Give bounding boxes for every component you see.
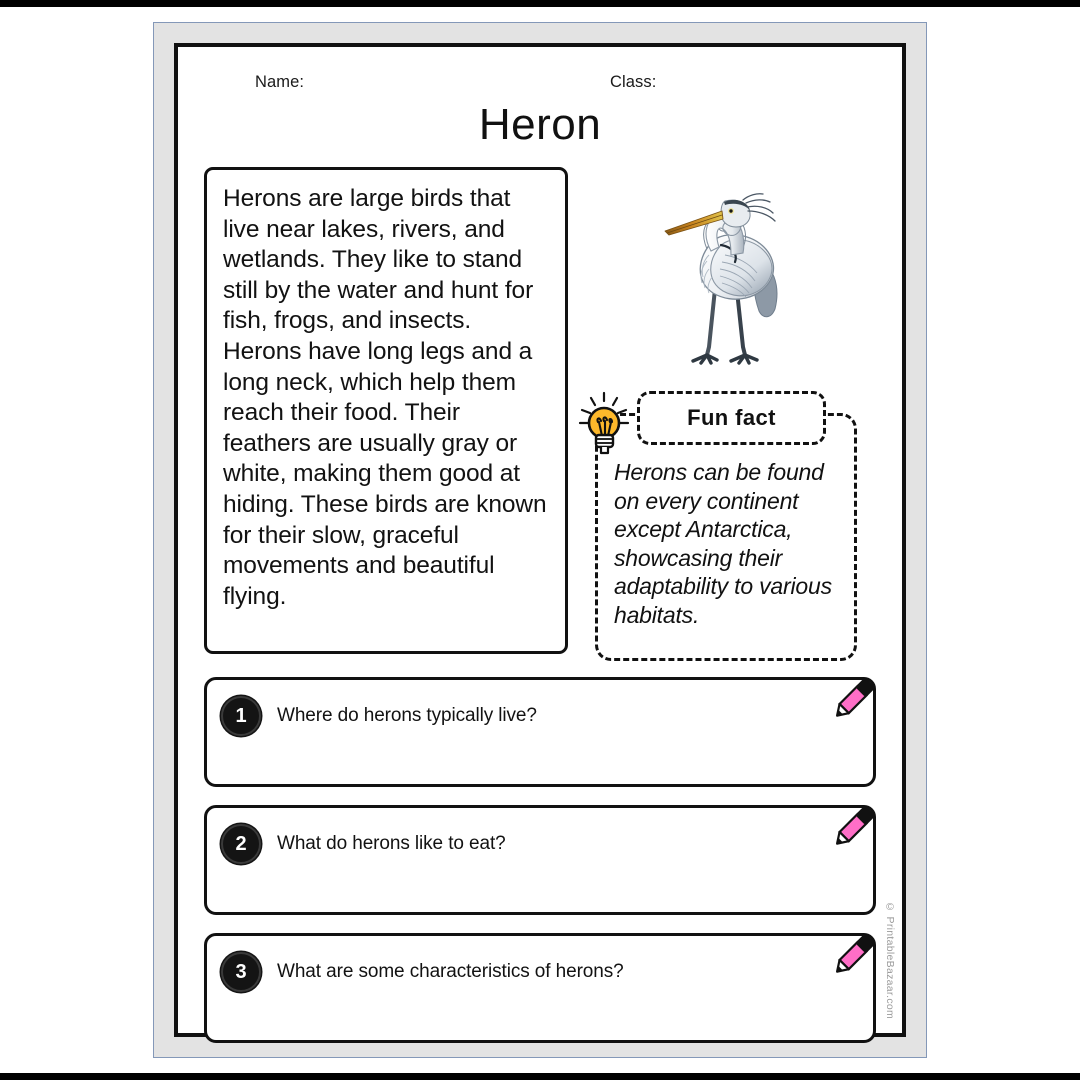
questions-section bbox=[200, 677, 880, 1043]
question-text: Where do herons typically live? bbox=[277, 705, 537, 726]
copyright-watermark: © PrintableBazaar.com bbox=[884, 900, 896, 1019]
worksheet-content bbox=[178, 47, 902, 1033]
question-header-3 bbox=[207, 936, 873, 992]
fun-fact-label: Fun fact bbox=[637, 391, 826, 445]
reading-passage-text: Herons are large birds that live near lakes, rivers, and wetlands. They like to stand still by the water and hunt for fish, frogs, and insects. Herons have long legs and a long neck, which help them reach their food. Their feathers are usually gray or white, making them good at hiding. These birds are known for their slow, graceful movements and beautiful flying. bbox=[223, 185, 547, 610]
heron-svg bbox=[651, 169, 801, 374]
question-number-badge: 3 bbox=[221, 952, 261, 992]
question-number-badge: 1 bbox=[221, 696, 261, 736]
canvas-top-bar bbox=[0, 0, 1080, 7]
question-number-badge: 2 bbox=[221, 824, 261, 864]
question-header-2 bbox=[207, 808, 873, 864]
question-text: What are some characteristics of herons? bbox=[277, 961, 624, 982]
question-box-1[interactable] bbox=[204, 677, 876, 787]
right-column bbox=[582, 167, 870, 663]
reading-passage-box bbox=[204, 167, 568, 654]
heron-illustration bbox=[582, 167, 870, 381]
question-box-3[interactable] bbox=[204, 933, 876, 1043]
lightbulb-icon bbox=[576, 389, 636, 459]
fun-fact-text: Herons can be found on every continent except Antarctica, showcasing their adaptability to various habitats. bbox=[614, 459, 832, 628]
class-field-label: Class: bbox=[610, 73, 657, 91]
name-field-label: Name: bbox=[255, 73, 305, 91]
student-info-row bbox=[200, 65, 880, 92]
canvas-bottom-bar bbox=[0, 1073, 1080, 1080]
question-text: What do herons like to eat? bbox=[277, 833, 506, 854]
worksheet-paper bbox=[174, 43, 906, 1037]
pencil-icon bbox=[824, 926, 882, 984]
worksheet-page bbox=[153, 22, 927, 1058]
pencil-icon bbox=[824, 798, 882, 856]
pencil-icon bbox=[824, 670, 882, 728]
page-title: Heron bbox=[478, 100, 602, 149]
top-region bbox=[200, 167, 880, 663]
question-box-2[interactable] bbox=[204, 805, 876, 915]
question-header-1 bbox=[207, 680, 873, 736]
